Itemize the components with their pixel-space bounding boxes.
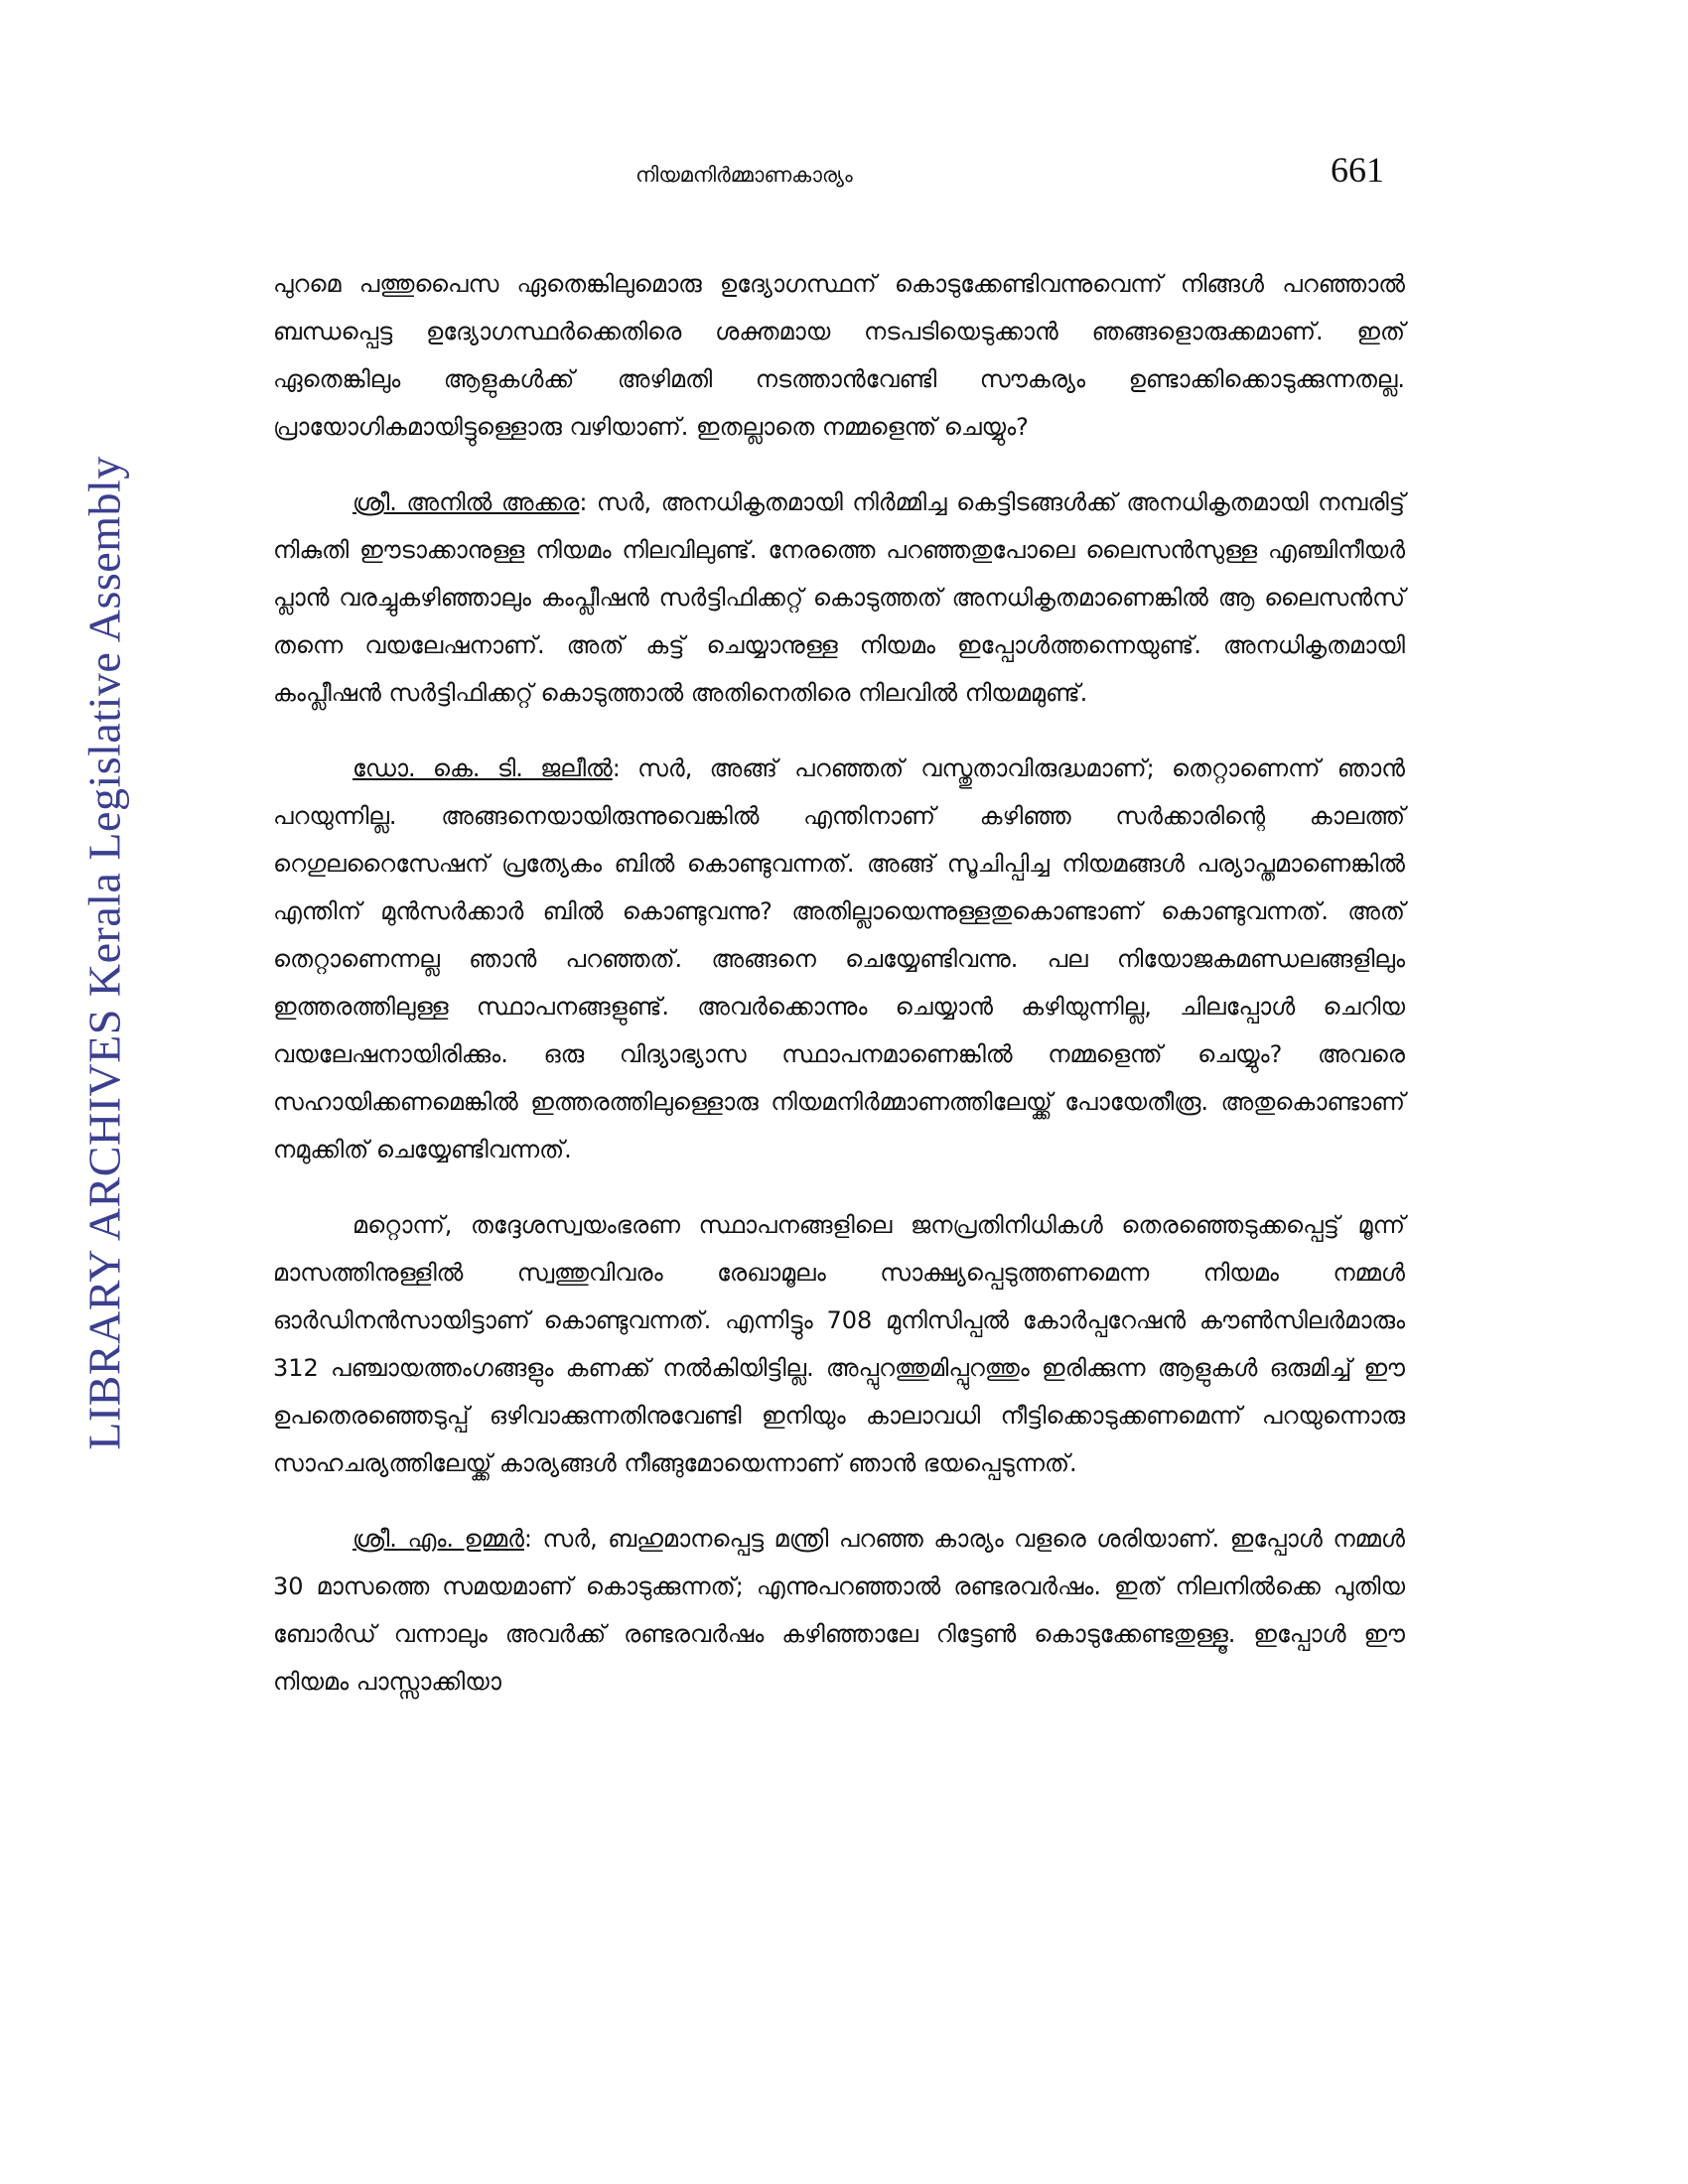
speaker-name: ഡോ. കെ. ടി. ജലീൽ [352, 754, 613, 782]
paragraph-text: മറ്റൊന്ന്, തദ്ദേശസ്വയംഭരണ സ്ഥാപനങ്ങളിലെ ജനപ്രതിനിധികൾ തെരഞ്ഞെടുക്കപ്പെട്ട് മൂന്ന് മാസത്തിനുള്ളിൽ സ്വത്തുവിവരം രേഖാമൂലം സാക്ഷ്യപ്പെടുത്തണമെന്ന നിയമം നമ്മൾ ഓർഡിനൻസായിട്ടാണ് കൊണ്ടുവന്നത്. എന്നിട്ടും 708 മുനിസിപ്പൽ കോർപ്പറേഷൻ കൗൺസിലർമാരും 312 പഞ്ചായത്തംഗങ്ങളും കണക്ക് നൽകിയിട്ടില്ല. അപ്പുറത്തുമിപ്പുറത്തും ഇരിക്കുന്ന ആളുകൾ ഒരുമിച്ച് ഈ ഉപതെരഞ്ഞെടുപ്പ് ഒഴിവാക്കുന്നതിനുവേണ്ടി ഇനിയും കാലാവധി നീട്ടിക്കൊടുക്കണമെന്ന് പറയുന്നൊരു സാഹചര്യത്തിലേയ്ക്ക് കാര്യങ്ങൾ നീങ്ങുമോയെന്നാണ് ഞാൻ ഭയപ്പെടുന്നത്. [273, 1211, 1405, 1477]
paragraph-speech [273, 745, 1405, 1173]
paragraph-text: : സർ, അങ്ങ് പറഞ്ഞത് വസ്തുതാവിരുദ്ധമാണ്; തെറ്റാണെന്ന് ഞാൻ പറയുന്നില്ല. അങ്ങനെയായിരുന്നുവെങ്കിൽ എന്തിനാണ് കഴിഞ്ഞ സർക്കാരിന്റെ കാലത്ത് റെഗുലറൈസേഷന് പ്രത്യേകം ബിൽ കൊണ്ടുവന്നത്. അങ്ങ് സൂചിപ്പിച്ച നിയമങ്ങൾ പര്യാപ്തമാണെങ്കിൽ എന്തിന് മുൻസർക്കാർ ബിൽ കൊണ്ടുവന്നു? അതില്ലായെന്നുള്ളതുകൊണ്ടാണ് കൊണ്ടുവന്നത്. അത് തെറ്റാണെന്നല്ല ഞാൻ പറഞ്ഞത്. അങ്ങനെ ചെയ്യേണ്ടിവന്നു. പല നിയോജകമണ്ഡലങ്ങളിലും ഇത്തരത്തിലുള്ള സ്ഥാപനങ്ങളുണ്ട്. അവർക്കൊന്നും ചെയ്യാൻ കഴിയുന്നില്ല, ചിലപ്പോൾ ചെറിയ വയലേഷനായിരിക്കും. ഒരു വിദ്യാഭ്യാസ സ്ഥാപനമാണെങ്കിൽ നമ്മളെന്ത് ചെയ്യും? അവരെ സഹായിക്കണമെങ്കിൽ ഇത്തരത്തിലുള്ളൊരു നിയമനിർമ്മാണത്തിലേയ്ക്ക് പോയേതീരൂ. അതുകൊണ്ടാണ് നമുക്കിത് ചെയ്യേണ്ടിവന്നത്. [273, 754, 1405, 1163]
body-text [273, 260, 1405, 1733]
paragraph-text: : സർ, അനധികൃതമായി നിർമ്മിച്ച കെട്ടിടങ്ങൾക്ക് അനധികൃതമായി നമ്പരിട്ട് നികുതി ഈടാക്കാനുള്ള നിയമം നിലവിലുണ്ട്. നേരത്തെ പറഞ്ഞതുപോലെ ലൈസൻസുള്ള എഞ്ചിനീയർ പ്ലാൻ വരച്ചുകഴിഞ്ഞാലും കംപ്ലീഷൻ സർട്ടിഫിക്കറ്റ് കൊടുത്തത് അനധികൃതമാണെങ്കിൽ ആ ലൈസൻസ് തന്നെ വയലേഷനാണ്. അത് കട്ട് ചെയ്യാനുള്ള നിയമം ഇപ്പോൾത്തന്നെയുണ്ട്. അനധികൃതമായി കംപ്ലീഷൻ സർട്ടിഫിക്കറ്റ് കൊടുത്താൽ അതിനെതിരെ നിലവിൽ നിയമമുണ്ട്. [273, 488, 1405, 707]
paragraph-continuation [273, 260, 1405, 451]
speaker-name: ശ്രീ. എം. ഉമ്മർ [352, 1525, 524, 1553]
paragraph-speech [273, 478, 1405, 717]
paragraph-continuation [273, 1201, 1405, 1487]
speaker-name: ശ്രീ. അനിൽ അക്കര [352, 488, 580, 516]
paragraph-text: പുറമെ പത്തുപൈസ ഏതെങ്കിലുമൊരു ഉദ്യോഗസ്ഥന് കൊടുക്കേണ്ടിവന്നുവെന്ന് നിങ്ങൾ പറഞ്ഞാൽ ബന്ധപ്പെട്ട ഉദ്യോഗസ്ഥർക്കെതിരെ ശക്തമായ നടപടിയെടുക്കാൻ ഞങ്ങളൊരുക്കമാണ്. ഇത് ഏതെങ്കിലും ആളുകൾക്ക് അഴിമതി നടത്താൻവേണ്ടി സൗകര്യം ഉണ്ടാക്കിക്കൊടുക്കുന്നതല്ല. പ്രായോഗികമായിട്ടുള്ളൊരു വഴിയാണ്. ഇതല്ലാതെ നമ്മളെന്ത് ചെയ്യും? [273, 270, 1405, 441]
page-number: 661 [1331, 150, 1384, 190]
paragraph-speech [273, 1515, 1405, 1706]
library-archives-watermark: LIBRARY ARCHIVES Kerala Legislative Assembly [78, 456, 130, 1450]
paragraph-text: : സർ, ബഹുമാനപ്പെട്ട മന്ത്രി പറഞ്ഞ കാര്യം വളരെ ശരിയാണ്. ഇപ്പോൾ നമ്മൾ 30 മാസത്തെ സമയമാണ് കൊടുക്കുന്നത്; എന്നുപറഞ്ഞാൽ രണ്ടരവർഷം. ഇത് നിലനിൽക്കെ പുതിയ ബോർഡ് വന്നാലും അവർക്ക് രണ്ടരവർഷം കഴിഞ്ഞാലേ റിട്ടേൺ കൊടുക്കേണ്ടതുള്ളൂ. ഇപ്പോൾ ഈ നിയമം പാസ്സാക്കിയാ [273, 1525, 1405, 1696]
running-head: നിയമനിർമ്മാണകാര്യം [635, 163, 853, 187]
